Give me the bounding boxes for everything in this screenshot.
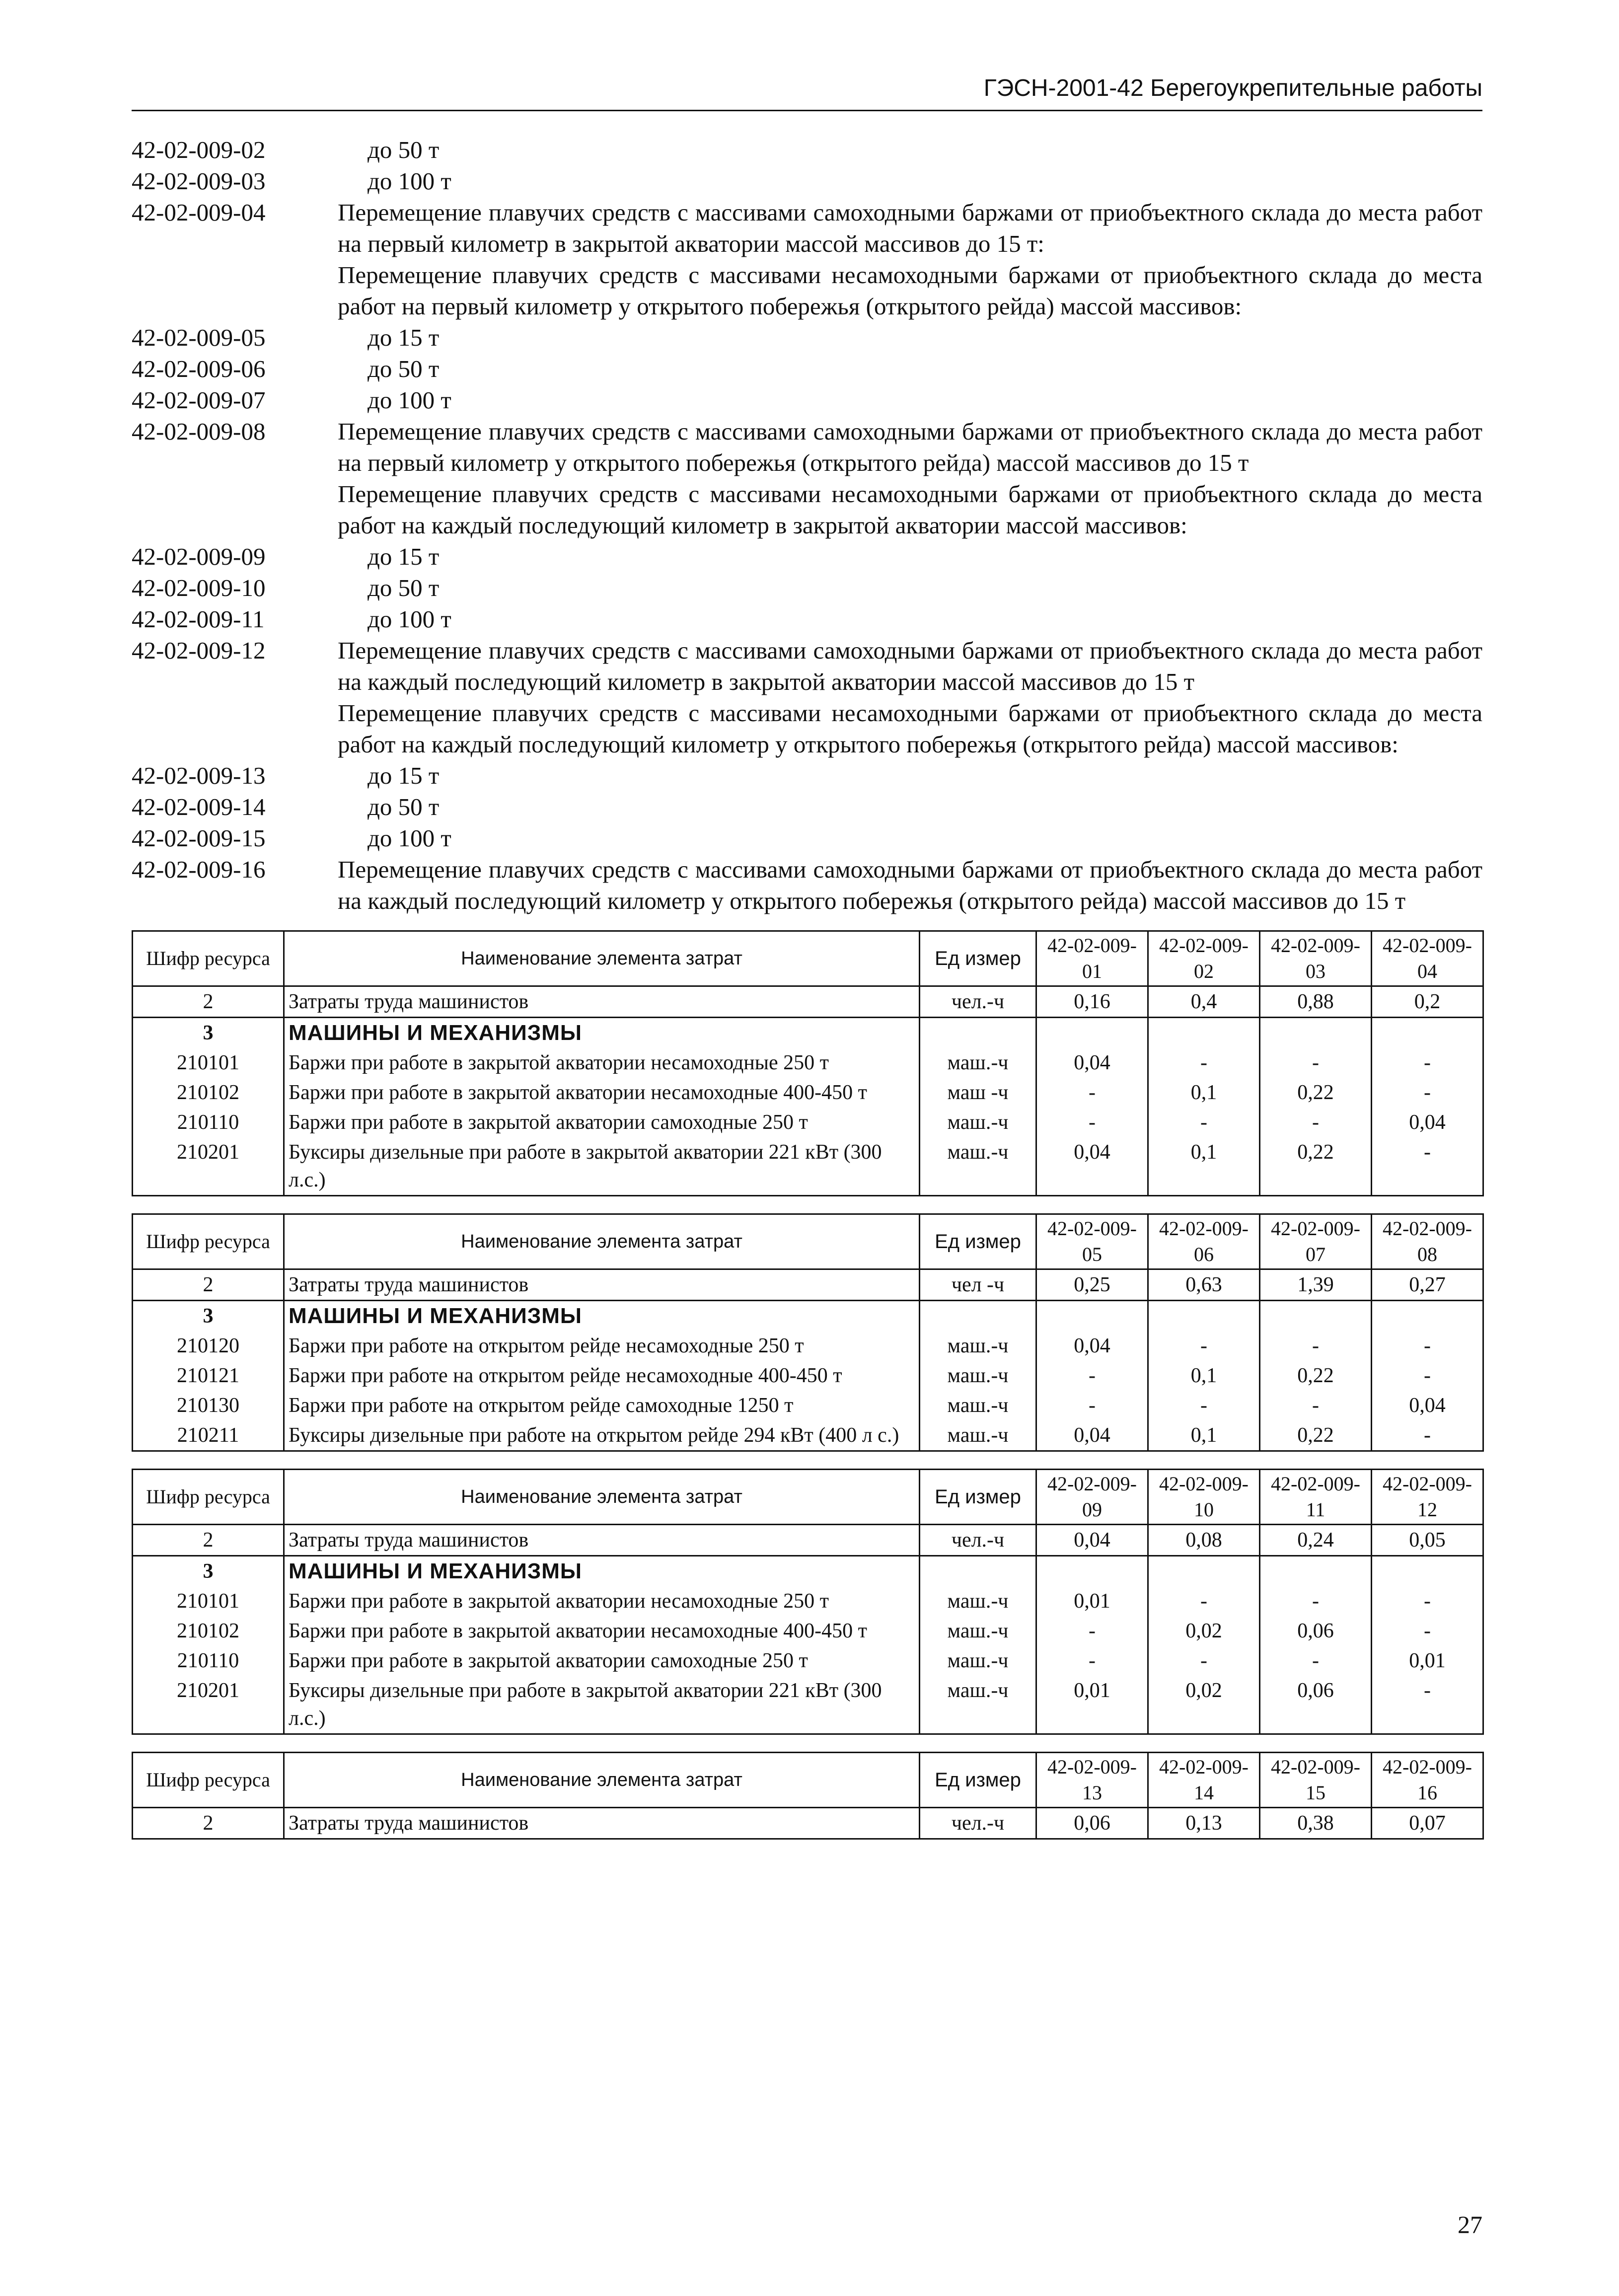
- cell-value: -: [1148, 1048, 1260, 1078]
- cell-resource-code: 210211: [133, 1420, 284, 1451]
- page-content: [132, 134, 1482, 1840]
- table-row: [133, 1646, 1483, 1676]
- norm-description: до 50 т: [368, 574, 440, 601]
- cell-empty: [920, 1301, 1036, 1332]
- cell-value: 0,06: [1260, 1616, 1372, 1646]
- norm-entry: [132, 384, 1482, 416]
- cell-value: -: [1036, 1108, 1148, 1137]
- norm-code: 42-02-009-03: [132, 167, 266, 195]
- norm-description: до 50 т: [368, 136, 440, 163]
- cell-value: 0,22: [1260, 1137, 1372, 1196]
- norm-code: 42-02-009-15: [132, 824, 266, 852]
- norm-description: Перемещение плавучих средств с массивами самоходными баржами от приобъектного склада до места работ на первый километр в закрытой акватории массой массивов до 15 т:: [338, 199, 1482, 257]
- header-norm-code: 42-02-009-05: [1036, 1214, 1148, 1269]
- cell-resource-code: 210101: [133, 1586, 284, 1616]
- cell-section-code: 3: [133, 1301, 284, 1332]
- norm-entry: [132, 822, 1482, 854]
- norm-code: 42-02-009-16: [132, 856, 266, 883]
- header-norm-code: 42-02-009-04: [1372, 931, 1483, 986]
- cell-value: 0,02: [1148, 1616, 1260, 1646]
- cell-value: -: [1372, 1137, 1483, 1196]
- cell-value: 0,07: [1372, 1808, 1483, 1839]
- cell-value: -: [1372, 1420, 1483, 1451]
- norm-entry: [132, 791, 1482, 822]
- cell-value: -: [1372, 1048, 1483, 1078]
- norm-entry: [132, 760, 1482, 791]
- cell-unit: маш.-ч: [920, 1391, 1036, 1420]
- norm-code: 42-02-009-12: [132, 637, 266, 664]
- table-row: [133, 1676, 1483, 1734]
- norm-description: до 15 т: [368, 543, 440, 570]
- cell-value: 0,05: [1372, 1525, 1483, 1556]
- cell-unit: чел -ч: [920, 1269, 1036, 1301]
- norm-code: 42-02-009-08: [132, 418, 266, 445]
- cell-empty: [1036, 1301, 1148, 1332]
- cell-value: 0,04: [1036, 1525, 1148, 1556]
- cell-resource-code: 210110: [133, 1108, 284, 1137]
- cell-unit: маш.-ч: [920, 1586, 1036, 1616]
- table-row-labor: [133, 1808, 1483, 1839]
- norm-entry: [132, 635, 1482, 697]
- cell-section-title: МАШИНЫ И МЕХАНИЗМЫ: [284, 1556, 920, 1587]
- cell-resource-code: 210201: [133, 1676, 284, 1734]
- cell-unit: маш.-ч: [920, 1331, 1036, 1361]
- cell-value: 0,04: [1036, 1420, 1148, 1451]
- norm-entry: [132, 353, 1482, 384]
- cell-value: -: [1372, 1078, 1483, 1108]
- cell-value: 0,04: [1372, 1108, 1483, 1137]
- cell-value: 0,16: [1036, 986, 1148, 1018]
- cell-value: 0,88: [1260, 986, 1372, 1018]
- cell-unit: маш.-ч: [920, 1616, 1036, 1646]
- cell-cost-element: Буксиры дизельные при работе в закрытой акватории 221 кВт (300 л.с.): [284, 1137, 920, 1196]
- table-row-section: [133, 1301, 1483, 1332]
- norm-code: 42-02-009-07: [132, 386, 266, 414]
- cell-resource-code: 2: [133, 1808, 284, 1839]
- norm-code: [132, 259, 338, 322]
- norm-description: до 100 т: [368, 824, 451, 852]
- cell-cost-element: Баржи при работе в закрытой акватории несамоходные 400-450 т: [284, 1616, 920, 1646]
- cell-cost-element: Баржи при работе в закрытой акватории несамоходные 250 т: [284, 1586, 920, 1616]
- norm-code: 42-02-009-02: [132, 136, 266, 163]
- norm-entries-list: [132, 134, 1482, 916]
- cell-cost-element: Баржи при работе на открытом рейде несамоходные 250 т: [284, 1331, 920, 1361]
- cell-cost-element: Баржи при работе в закрытой акватории несамоходные 400-450 т: [284, 1078, 920, 1108]
- norm-description: до 50 т: [368, 793, 440, 820]
- cell-value: 0,08: [1148, 1525, 1260, 1556]
- norm-description: до 50 т: [368, 355, 440, 382]
- norm-entry: [132, 165, 1482, 197]
- norm-entry: [132, 603, 1482, 635]
- cell-value: -: [1260, 1586, 1372, 1616]
- cell-section-code: 3: [133, 1018, 284, 1048]
- cell-resource-code: 210110: [133, 1646, 284, 1676]
- cell-unit: маш.-ч: [920, 1137, 1036, 1196]
- cell-value: -: [1148, 1108, 1260, 1137]
- norm-description: Перемещение плавучих средств с массивами несамоходными баржами от приобъектного склада до места работ на первый километр у открытого побережья (открытого рейда) массой массивов:: [338, 261, 1482, 320]
- table-row: [133, 1361, 1483, 1391]
- norm-entry: [132, 134, 1482, 165]
- cell-cost-element: Баржи при работе на открытом рейде самоходные 1250 т: [284, 1391, 920, 1420]
- cell-value: -: [1148, 1391, 1260, 1420]
- header-norm-code: 42-02-009-10: [1148, 1470, 1260, 1525]
- cell-value: -: [1372, 1586, 1483, 1616]
- header-resource-code: Шифр ресурса: [133, 1470, 284, 1525]
- norm-code: 42-02-009-06: [132, 355, 266, 382]
- cell-unit: маш.-ч: [920, 1108, 1036, 1137]
- norm-description: Перемещение плавучих средств с массивами самоходными баржами от приобъектного склада до места работ на каждый последующий километр у открытого побережья (открытого рейда) массой массивов до 15 т: [338, 856, 1482, 914]
- norm-entry: [132, 322, 1482, 353]
- cell-value: 0,27: [1372, 1269, 1483, 1301]
- norm-code: 42-02-009-05: [132, 324, 266, 351]
- cell-value: -: [1148, 1646, 1260, 1676]
- cell-unit: маш.-ч: [920, 1676, 1036, 1734]
- cell-cost-element: Баржи при работе в закрытой акватории несамоходные 250 т: [284, 1048, 920, 1078]
- cell-unit: чел.-ч: [920, 986, 1036, 1018]
- cell-resource-code: 210130: [133, 1391, 284, 1420]
- header-cost-element: Наименование элемента затрат: [284, 1214, 920, 1269]
- cell-resource-code: 2: [133, 986, 284, 1018]
- cell-unit: маш.-ч: [920, 1646, 1036, 1676]
- cell-value: 0,24: [1260, 1525, 1372, 1556]
- cell-empty: [920, 1018, 1036, 1048]
- header-norm-code: 42-02-009-07: [1260, 1214, 1372, 1269]
- resource-tables: [132, 930, 1482, 1840]
- table-row-section: [133, 1018, 1483, 1048]
- cell-empty: [1372, 1018, 1483, 1048]
- norm-description: до 15 т: [368, 762, 440, 789]
- cell-cost-element: Затраты труда машинистов: [284, 1808, 920, 1839]
- cell-cost-element: Буксиры дизельные при работе на открытом рейде 294 кВт (400 л с.): [284, 1420, 920, 1451]
- cell-value: 0,38: [1260, 1808, 1372, 1839]
- norm-code: 42-02-009-13: [132, 762, 266, 789]
- cell-section-title: МАШИНЫ И МЕХАНИЗМЫ: [284, 1301, 920, 1332]
- resource-table: [132, 1752, 1484, 1840]
- header-norm-code: 42-02-009-14: [1148, 1753, 1260, 1808]
- header-resource-code: Шифр ресурса: [133, 1214, 284, 1269]
- table-header-row: [133, 1214, 1483, 1269]
- header-cost-element: Наименование элемента затрат: [284, 1470, 920, 1525]
- header-unit: Ед измер: [920, 1214, 1036, 1269]
- norm-code: 42-02-009-14: [132, 793, 266, 820]
- norm-description: до 15 т: [368, 324, 440, 351]
- header-norm-code: 42-02-009-06: [1148, 1214, 1260, 1269]
- header-norm-code: 42-02-009-02: [1148, 931, 1260, 986]
- cell-value: 0,22: [1260, 1078, 1372, 1108]
- cell-resource-code: 210102: [133, 1078, 284, 1108]
- cell-cost-element: Затраты труда машинистов: [284, 1525, 920, 1556]
- cell-unit: маш.-ч: [920, 1420, 1036, 1451]
- table-row: [133, 1048, 1483, 1078]
- norm-description: Перемещение плавучих средств с массивами самоходными баржами от приобъектного склада до места работ на каждый последующий километр в закрытой акватории массой массивов до 15 т: [338, 637, 1482, 695]
- norm-description: Перемещение плавучих средств с массивами самоходными баржами от приобъектного склада до места работ на первый километр у открытого побережья (открытого рейда) массой массивов до 15 т: [338, 418, 1482, 476]
- table-header-row: [133, 1753, 1483, 1808]
- norm-entry: [132, 697, 1482, 760]
- table-row: [133, 1331, 1483, 1361]
- norm-entry: [132, 541, 1482, 572]
- norm-description: до 100 т: [368, 386, 451, 414]
- cell-empty: [1148, 1301, 1260, 1332]
- cell-value: -: [1372, 1616, 1483, 1646]
- table-row-labor: [133, 1269, 1483, 1301]
- cell-value: 0,2: [1372, 986, 1483, 1018]
- norm-description: Перемещение плавучих средств с массивами несамоходными баржами от приобъектного склада до места работ на каждый последующий километр в закрытой акватории массой массивов:: [338, 480, 1482, 539]
- table-row: [133, 1586, 1483, 1616]
- table-row: [133, 1078, 1483, 1108]
- cell-unit: маш -ч: [920, 1078, 1036, 1108]
- cell-value: 0,1: [1148, 1137, 1260, 1196]
- cell-value: -: [1036, 1616, 1148, 1646]
- cell-resource-code: 2: [133, 1269, 284, 1301]
- cell-value: -: [1036, 1361, 1148, 1391]
- cell-section-title: МАШИНЫ И МЕХАНИЗМЫ: [284, 1018, 920, 1048]
- cell-cost-element: Баржи при работе в закрытой акватории самоходные 250 т: [284, 1646, 920, 1676]
- cell-resource-code: 210101: [133, 1048, 284, 1078]
- norm-entry: [132, 572, 1482, 603]
- cell-value: 0,04: [1372, 1391, 1483, 1420]
- header-norm-code: 42-02-009-11: [1260, 1470, 1372, 1525]
- header-norm-code: 42-02-009-03: [1260, 931, 1372, 986]
- cell-value: -: [1372, 1676, 1483, 1734]
- cell-resource-code: 2: [133, 1525, 284, 1556]
- header-norm-code: 42-02-009-16: [1372, 1753, 1483, 1808]
- cell-empty: [1260, 1301, 1372, 1332]
- cell-value: -: [1372, 1361, 1483, 1391]
- cell-value: -: [1260, 1391, 1372, 1420]
- cell-resource-code: 210201: [133, 1137, 284, 1196]
- cell-value: -: [1148, 1331, 1260, 1361]
- cell-unit: маш.-ч: [920, 1361, 1036, 1391]
- cell-empty: [1260, 1018, 1372, 1048]
- resource-table: [132, 1469, 1484, 1735]
- header-cost-element: Наименование элемента затрат: [284, 1753, 920, 1808]
- cell-resource-code: 210120: [133, 1331, 284, 1361]
- cell-empty: [1148, 1556, 1260, 1587]
- table-row-labor: [133, 1525, 1483, 1556]
- page-number: 27: [1458, 2211, 1482, 2238]
- cell-value: 0,1: [1148, 1420, 1260, 1451]
- header-norm-code: 42-02-009-15: [1260, 1753, 1372, 1808]
- cell-empty: [1372, 1556, 1483, 1587]
- cell-value: 1,39: [1260, 1269, 1372, 1301]
- cell-value: -: [1260, 1646, 1372, 1676]
- cell-value: 0,01: [1372, 1646, 1483, 1676]
- table-row: [133, 1420, 1483, 1451]
- cell-value: -: [1036, 1391, 1148, 1420]
- cell-empty: [1036, 1556, 1148, 1587]
- norm-description: до 100 т: [368, 167, 451, 195]
- cell-value: 0,13: [1148, 1808, 1260, 1839]
- cell-value: -: [1036, 1646, 1148, 1676]
- header-norm-code: 42-02-009-01: [1036, 931, 1148, 986]
- norm-description: Перемещение плавучих средств с массивами несамоходными баржами от приобъектного склада до места работ на каждый последующий километр у открытого побережья (открытого рейда) массой массивов:: [338, 699, 1482, 758]
- header-norm-code: 42-02-009-12: [1372, 1470, 1483, 1525]
- norm-code: 42-02-009-11: [132, 605, 265, 633]
- header-unit: Ед измер: [920, 931, 1036, 986]
- table-row: [133, 1137, 1483, 1196]
- cell-value: 0,06: [1036, 1808, 1148, 1839]
- norm-entry: [132, 259, 1482, 322]
- header-unit: Ед измер: [920, 1470, 1036, 1525]
- cell-value: 0,02: [1148, 1676, 1260, 1734]
- norm-code: 42-02-009-04: [132, 199, 266, 226]
- norm-code: 42-02-009-09: [132, 543, 266, 570]
- norm-code: [132, 697, 338, 760]
- header-resource-code: Шифр ресурса: [133, 1753, 284, 1808]
- header-resource-code: Шифр ресурса: [133, 931, 284, 986]
- table-row-section: [133, 1556, 1483, 1587]
- cell-value: -: [1260, 1108, 1372, 1137]
- table-row: [133, 1108, 1483, 1137]
- cell-cost-element: Буксиры дизельные при работе в закрытой акватории 221 кВт (300 л.с.): [284, 1676, 920, 1734]
- header-unit: Ед измер: [920, 1753, 1036, 1808]
- header-norm-code: 42-02-009-08: [1372, 1214, 1483, 1269]
- resource-table: [132, 1213, 1484, 1452]
- cell-value: 0,22: [1260, 1420, 1372, 1451]
- cell-value: -: [1260, 1048, 1372, 1078]
- norm-entry: [132, 478, 1482, 541]
- cell-value: 0,01: [1036, 1676, 1148, 1734]
- cell-value: 0,25: [1036, 1269, 1148, 1301]
- cell-empty: [1036, 1018, 1148, 1048]
- cell-value: 0,06: [1260, 1676, 1372, 1734]
- header-cost-element: Наименование элемента затрат: [284, 931, 920, 986]
- table-header-row: [133, 931, 1483, 986]
- cell-unit: чел.-ч: [920, 1808, 1036, 1839]
- cell-section-code: 3: [133, 1556, 284, 1587]
- cell-unit: чел.-ч: [920, 1525, 1036, 1556]
- norm-entry: [132, 854, 1482, 916]
- cell-value: 0,04: [1036, 1048, 1148, 1078]
- cell-value: -: [1148, 1586, 1260, 1616]
- table-row: [133, 1391, 1483, 1420]
- header-norm-code: 42-02-009-09: [1036, 1470, 1148, 1525]
- cell-value: 0,63: [1148, 1269, 1260, 1301]
- cell-cost-element: Баржи при работе на открытом рейде несамоходные 400-450 т: [284, 1361, 920, 1391]
- cell-value: 0,04: [1036, 1331, 1148, 1361]
- norm-code: [132, 478, 338, 541]
- cell-resource-code: 210102: [133, 1616, 284, 1646]
- table-row: [133, 1616, 1483, 1646]
- header-norm-code: 42-02-009-13: [1036, 1753, 1148, 1808]
- cell-empty: [1372, 1301, 1483, 1332]
- cell-cost-element: Затраты труда машинистов: [284, 1269, 920, 1301]
- cell-empty: [1148, 1018, 1260, 1048]
- table-row-labor: [133, 986, 1483, 1018]
- norm-description: до 100 т: [368, 605, 451, 633]
- cell-empty: [1260, 1556, 1372, 1587]
- cell-value: -: [1036, 1078, 1148, 1108]
- cell-value: -: [1372, 1331, 1483, 1361]
- table-header-row: [133, 1470, 1483, 1525]
- cell-resource-code: 210121: [133, 1361, 284, 1391]
- resource-table: [132, 930, 1484, 1196]
- cell-value: 0,1: [1148, 1361, 1260, 1391]
- cell-value: 0,01: [1036, 1586, 1148, 1616]
- cell-cost-element: Затраты труда машинистов: [284, 986, 920, 1018]
- cell-cost-element: Баржи при работе в закрытой акватории самоходные 250 т: [284, 1108, 920, 1137]
- page-header: ГЭСН-2001-42 Берегоукрепительные работы: [132, 74, 1482, 111]
- norm-entry: [132, 416, 1482, 478]
- cell-value: 0,1: [1148, 1078, 1260, 1108]
- cell-value: 0,04: [1036, 1137, 1148, 1196]
- norm-code: 42-02-009-10: [132, 574, 266, 601]
- cell-value: 0,22: [1260, 1361, 1372, 1391]
- cell-unit: маш.-ч: [920, 1048, 1036, 1078]
- cell-empty: [920, 1556, 1036, 1587]
- norm-entry: [132, 197, 1482, 259]
- cell-value: -: [1260, 1331, 1372, 1361]
- cell-value: 0,4: [1148, 986, 1260, 1018]
